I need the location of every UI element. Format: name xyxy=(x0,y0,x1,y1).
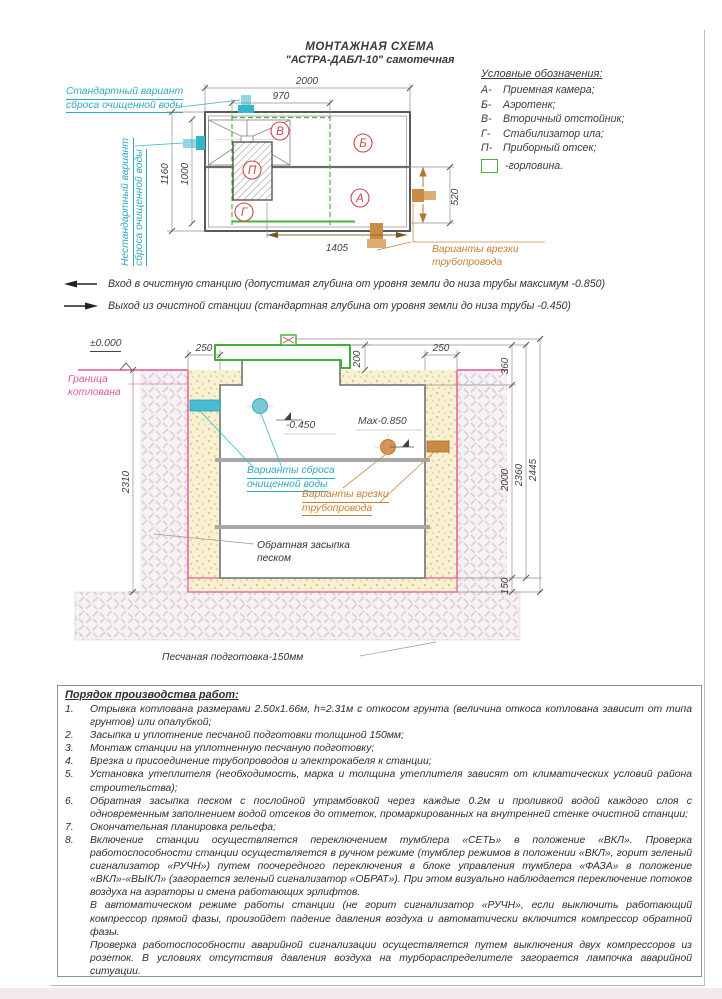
compartment-A: А xyxy=(356,193,364,205)
discharge-pipe-nonstandard xyxy=(183,136,205,150)
outlet-note: Выход из очистной станции (стандартная глубина от уровня земли до низа трубы -0.450) xyxy=(64,300,571,312)
legend-label: Вторичный отстойник; xyxy=(503,113,625,126)
sand-base-leader xyxy=(360,642,436,656)
dim-bed: 150 xyxy=(500,577,511,595)
title-block xyxy=(240,41,500,66)
procedure-item: 3. Монтаж станции на уплотненную песчаную подготовку; xyxy=(65,743,375,755)
page-title: МОНТАЖНАЯ СХЕМА xyxy=(305,41,435,53)
dim-neck-height: 200 xyxy=(352,350,363,368)
procedure-item: 5. Установка утеплителя (необходимость, марка и толщина утеплителя зависят от климатических условий района строительства); xyxy=(65,769,692,794)
ground-bottom xyxy=(75,592,520,640)
dim-top: 360 xyxy=(500,357,511,375)
compartment-G: Г xyxy=(240,207,248,219)
dim-height: 1160 xyxy=(160,163,171,185)
dim-width: 2000 xyxy=(295,76,319,87)
page-subtitle: "АСТРА-ДАБЛ-10" самотечная xyxy=(285,54,455,66)
scan-edge xyxy=(0,988,722,999)
dim-right-gap: 250 xyxy=(432,343,450,354)
procedure-item: 4. Врезка и присоединение трубопроводов и электрокабеля к станции; xyxy=(65,756,432,768)
dim-right: 520 xyxy=(450,188,461,206)
section-pipe-tap-label: Варианты врезки трубопровода xyxy=(302,489,389,516)
plan-view-drawing xyxy=(55,70,555,275)
level-0850-label: Мах-0.850 xyxy=(358,416,407,427)
procedure-item: 1. Отрывка котлована размерами 2.50х1.66м, h=2.31м с откосом грунта (величина откоса котлована зависит от типа грунтов) или опалубкой; xyxy=(65,704,692,729)
procedure-item: 8. Включение станции осуществляется переключением тумблера «СЕТЬ» в положение «ВКЛ». Проверка работоспособности станции осуществляется в ручном режиме (тумблер режимов в положении «ВКЛ», горит зеленый сигнализатор «РУЧН») путем поочередного переключения в блоке управления тумблера «ФАЗА» в положение «ВКЛ»-«ВЫКЛ» (загорается зеленый сигнализатор «ОБРАТ»). При этом визуально наблюдается переключение потоков воздуха на аэраторы и смена работающих эрлифтов. xyxy=(65,834,692,899)
level-0450-label: -0.450 xyxy=(286,420,316,431)
sheet-frame-bottom xyxy=(50,985,705,986)
inlet-pipe-right xyxy=(412,189,436,202)
dim-depth: 2310 xyxy=(121,470,132,494)
dim-neck-width: 970 xyxy=(272,91,290,102)
compartment-V: В xyxy=(276,126,284,138)
dim-total: 2445 xyxy=(528,458,539,482)
legend-key: А- xyxy=(481,84,492,96)
procedure-paragraph: В автоматическом режиме работы станции (не горит сигнализатор «РУЧН», если выключить работающий компрессор прямой фазы, произойдет падение давления воздуха и автоматически включится компрессор обратной фазы. xyxy=(90,900,692,938)
standard-discharge-label: Стандартный вариант сброса очищенной воды xyxy=(66,86,183,113)
legend-label: Приемная камера; xyxy=(503,84,595,96)
legend-title: Условные обозначения: xyxy=(481,68,603,80)
tank-internal-band xyxy=(215,525,430,529)
procedure-item: 6. Обратная засыпка песком с послойной утрамбовкой через каждые 0.2м и проливкой водой каждого слоя с одновременным заполнением водой отсеков до отметок, промаркированных на внутренней стенке очистной станции; xyxy=(65,795,692,820)
plan-pipe-tap-label: Варианты врезки трубопровода xyxy=(432,244,519,268)
dim-inner-height: 1000 xyxy=(180,162,191,186)
zero-level-label: ±0.000 xyxy=(90,338,121,352)
sheet-frame-right xyxy=(704,30,705,986)
nonstandard-discharge-label: Нестандартный вариант сброса очищенной воды xyxy=(120,134,147,266)
procedure-title: Порядок производства работ: xyxy=(65,689,239,701)
legend-label: Приборный отсек; xyxy=(503,142,597,155)
procedure-paragraph: Проверка работоспособности аварийной сигнализации осуществляется путем выключения двух компрессоров из розеток. В условиях отсутствия давления воздуха на турбораспределителе загорается лампочка аварийной ситуации. xyxy=(90,939,692,977)
dim-body: 2000 xyxy=(500,468,511,492)
legend-key: Г- xyxy=(481,127,491,140)
legend-label: Аэротенк; xyxy=(503,98,556,111)
legend-label: -горловина. xyxy=(505,159,564,172)
zero-level-tick xyxy=(120,363,132,370)
procedure-item: 7. Окончательная планировка рельефа; xyxy=(65,821,276,833)
discharge-pipe-standard xyxy=(238,95,254,113)
dim-left-gap: 250 xyxy=(195,343,213,354)
sand-base-label: Песчаная подготовка-150мм xyxy=(162,652,304,663)
pit-boundary-label: Граница котлована xyxy=(68,374,121,398)
legend-key: П- xyxy=(481,142,493,155)
section-discharge-label: Варианты сброса очищенной воды xyxy=(247,465,335,492)
dim-1405 xyxy=(267,232,407,238)
work-procedure-box xyxy=(57,685,702,977)
procedure-item: 2. Засыпка и уплотнение песчаной подготовки толщиной 150мм; xyxy=(65,730,404,742)
dim-bottom: 1405 xyxy=(325,243,349,254)
arrow-left-icon xyxy=(64,279,98,289)
legend-label: Стабилизатор ила; xyxy=(503,127,604,140)
compartment-P: П xyxy=(247,165,257,177)
backfill-label: Обратная засыпка песком xyxy=(257,540,350,564)
arrow-right-icon xyxy=(64,301,98,311)
compartment-B: Б xyxy=(359,138,367,150)
legend-key: В- xyxy=(481,113,492,126)
dim-total-inner: 2360 xyxy=(514,463,525,487)
legend-key: Б- xyxy=(481,98,492,111)
sand-bed xyxy=(188,578,457,592)
ground-left xyxy=(140,370,188,592)
inlet-note: Вход в очистную станцию (допустимая глубина от уровня земли до низа трубы максимум -0.850) xyxy=(64,278,605,290)
